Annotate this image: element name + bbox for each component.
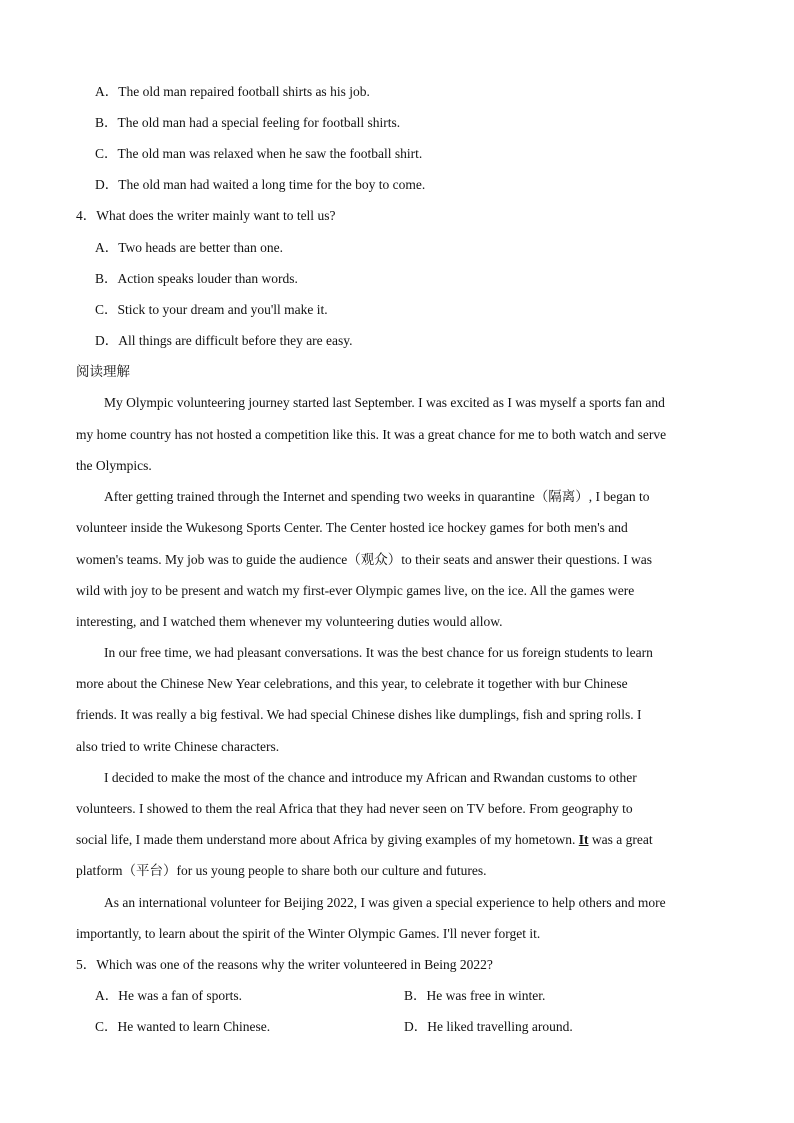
passage-p3-line1: In our free time, we had pleasant conversations. It was the best chance for us foreign students to learn: [104, 645, 653, 660]
underlined-it: It: [578, 832, 589, 847]
passage-p2-line2: volunteer inside the Wukesong Sports Center. The Center hosted ice hockey games for both men's and: [76, 520, 628, 535]
q4-stem: 4．What does the writer mainly want to tell us?: [76, 208, 336, 223]
q5-option-a: A．He was a fan of sports.: [95, 988, 242, 1003]
q4-option-b: B．Action speaks louder than words.: [95, 271, 298, 286]
q5-option-c: C．He wanted to learn Chinese.: [95, 1019, 271, 1034]
q5-option-b: B．He was free in winter.: [404, 988, 546, 1003]
passage-p4-line1: I decided to make the most of the chance and introduce my African and Rwandan customs to other: [104, 770, 637, 785]
q4-option-c: C．Stick to your dream and you'll make it.: [95, 302, 328, 317]
section-label: 阅读理解: [76, 364, 130, 379]
passage-p2-line4: wild with joy to be present and watch my first-ever Olympic games live, on the ice. All the games were: [76, 583, 635, 598]
passage-p3-line4: also tried to write Chinese characters.: [76, 739, 280, 754]
passage-p5-line1: As an international volunteer for Beijing 2022, I was given a special experience to help others and more: [104, 895, 666, 910]
q5-stem: 5．Which was one of the reasons why the writer volunteered in Being 2022?: [76, 957, 493, 972]
q4-option-d: D．All things are difficult before they are easy.: [95, 333, 353, 348]
passage-p1-line3: the Olympics.: [76, 458, 152, 473]
passage-p2-line1: After getting trained through the Internet and spending two weeks in quarantine（隔离）, I began to: [104, 489, 650, 504]
passage-p1-line1: My Olympic volunteering journey started last September. I was excited as I was myself a sports fan and: [104, 395, 665, 410]
passage-p4-line3: [76, 830, 653, 850]
q3-option-b: B．The old man had a special feeling for football shirts.: [95, 115, 401, 130]
q5-option-d: D．He liked travelling around.: [404, 1019, 573, 1034]
passage-p3-line2: more about the Chinese New Year celebrations, and this year, to celebrate it together with bur Chinese: [76, 676, 628, 691]
passage-p4-line3-text: social life, I made them understand more about Africa by giving examples of my hometown.: [76, 832, 579, 847]
passage-p4-line4: platform（平台）for us young people to share both our culture and futures.: [76, 863, 487, 878]
passage-p2-line5: interesting, and I watched them whenever my volunteering duties would allow.: [76, 614, 503, 629]
q3-option-c: C．The old man was relaxed when he saw the football shirt.: [95, 146, 423, 161]
passage-p4-line3-tail: was a great: [588, 832, 653, 847]
passage-p5-line2: importantly, to learn about the spirit of the Winter Olympic Games. I'll never forget it.: [76, 926, 541, 941]
passage-p3-line3: friends. It was really a big festival. We had special Chinese dishes like dumplings, fish and spring rolls. I: [76, 707, 642, 722]
passage-p2-line3: women's teams. My job was to guide the audience（观众）to their seats and answer their questions. I was: [76, 552, 653, 567]
passage-p1-line2: my home country has not hosted a competition like this. It was a great chance for me to both watch and serve: [76, 427, 667, 442]
q4-option-a: A．Two heads are better than one.: [95, 240, 283, 255]
q3-option-a: A．The old man repaired football shirts as his job.: [95, 84, 370, 99]
passage-p4-line2: volunteers. I showed to them the real Africa that they had never seen on TV before. From geography to: [76, 801, 633, 816]
q3-option-d: D．The old man had waited a long time for the boy to come.: [95, 177, 426, 192]
